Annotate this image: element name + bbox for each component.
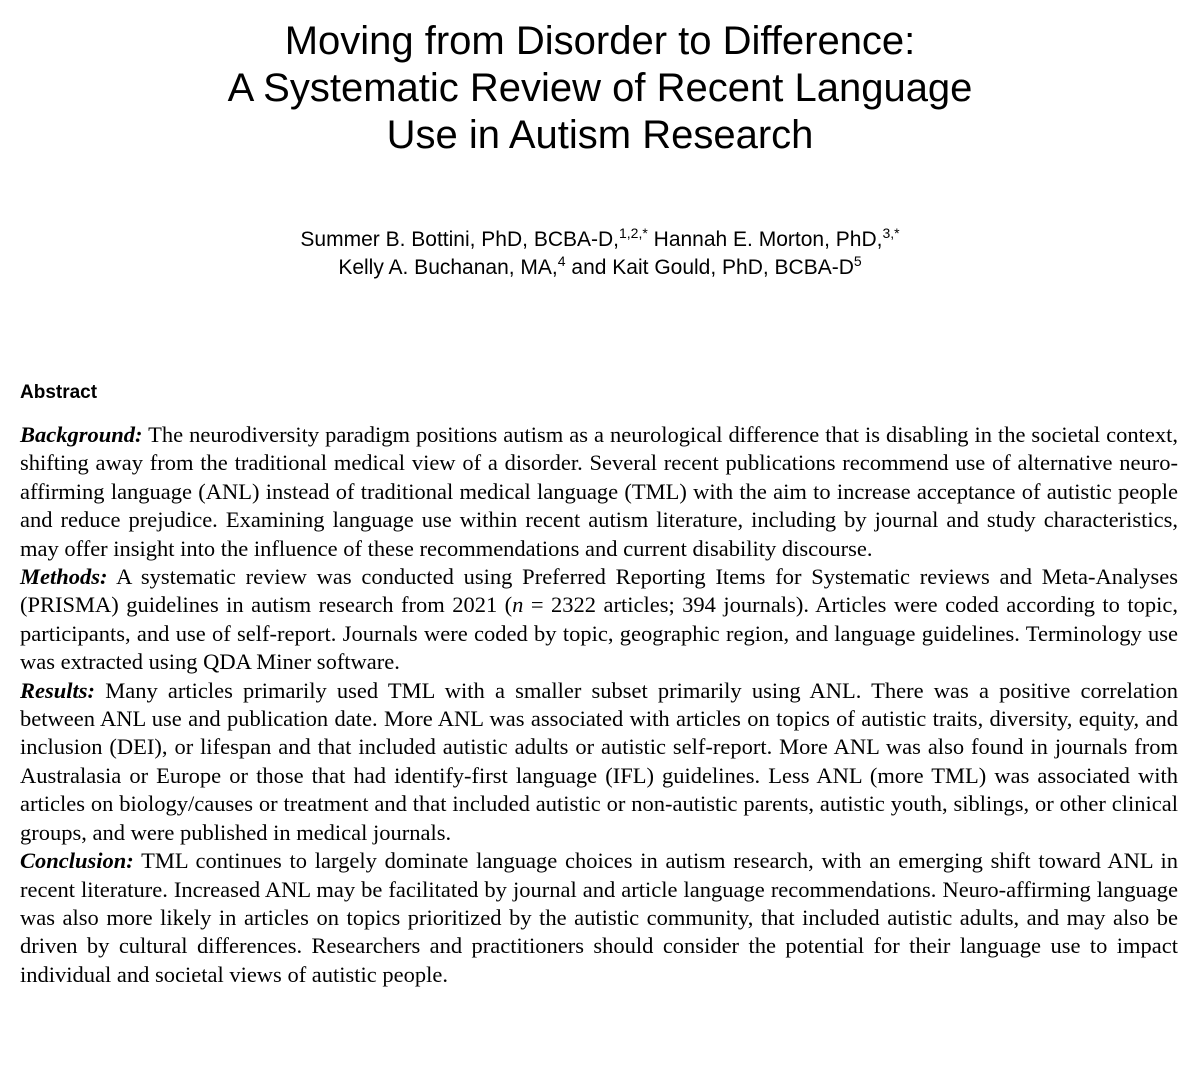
author-2-affiliation: 3,* xyxy=(882,225,900,241)
sample-size-symbol: n xyxy=(512,592,524,618)
author-4-affiliation: 5 xyxy=(853,253,862,269)
author-1-name: Summer B. Bottini, PhD, BCBA-D, xyxy=(300,228,619,251)
background-label: Background: xyxy=(20,422,143,447)
results-label: Results: xyxy=(20,677,96,703)
methods-text-b: = 2322 articles; 394 journals). Articles were coded according to topic, participants, and use of self-report. Journals were coded by topic, geographic region, and language guidelines. Terminology use was extracted using QDA Miner software. xyxy=(20,592,1178,675)
methods-text-a: A systematic review was conducted using Preferred Reporting Items for Systematic reviews and Meta-Analyses (PRISMA) guidelines in autism research from 2021 ( xyxy=(20,564,1178,618)
author-2-name: Hannah E. Morton, PhD, xyxy=(653,228,883,251)
author-line-2 xyxy=(0,254,1200,282)
results-text: Many articles primarily used TML with a smaller subset primarily using ANL. There was a positive correlation between ANL use and publication date. More ANL was associated with articles on topics of autistic traits, diversity, equity, and inclusion (DEI), or lifespan and that included autistic adults or autistic self-report. More ANL was also found in journals from Australasia or Europe or those that had identify-first language (IFL) guidelines. Less ANL (more TML) was associated with articles on biology/causes or treatment and that included autistic or non-autistic parents, autistic youth, siblings, or other clinical groups, and were published in medical journals. xyxy=(20,677,1179,845)
abstract-conclusion xyxy=(20,847,1178,989)
title-line-3: Use in Autism Research xyxy=(386,113,814,157)
author-3-name: Kelly A. Buchanan, MA, xyxy=(338,256,558,279)
author-line-1 xyxy=(0,226,1200,254)
article-title xyxy=(0,18,1200,159)
title-line-1: Moving from Disorder to Difference: xyxy=(284,19,916,63)
title-line-2: A Systematic Review of Recent Language xyxy=(227,66,973,110)
author-3-affiliation: 4 xyxy=(557,253,566,269)
abstract-background xyxy=(20,421,1178,563)
author-1-affiliation: 1,2,* xyxy=(619,225,648,241)
methods-label: Methods: xyxy=(20,564,108,590)
abstract-methods xyxy=(20,563,1178,677)
abstract-heading: Abstract xyxy=(20,382,98,403)
author-4-name: and Kait Gould, PhD, BCBA-D xyxy=(571,256,854,279)
conclusion-text: TML continues to largely dominate language choices in autism research, with an emerging shift toward ANL in recent literature. Increased ANL may be facilitated by journal and article language recommendations. Neuro-affirming language was also more likely in articles on topics prioritized by the autistic community, that included autistic adults, and may also be driven by cultural differences. Researchers and practitioners should consider the potential for their language use to impact individual and societal views of autistic people. xyxy=(20,848,1178,987)
abstract-body xyxy=(20,421,1178,989)
background-text: The neurodiversity paradigm positions autism as a neurological difference that is disabling in the societal context, shifting away from the traditional medical view of a disorder. Several recent publications recommend use of alternative neuro-affirming language (ANL) instead of traditional medical language (TML) with the aim to increase acceptance of autistic people and reduce prejudice. Examining language use within recent autism literature, including by journal and study characteristics, may offer insight into the influence of these recommendations and current disability discourse. xyxy=(20,422,1179,561)
conclusion-label: Conclusion: xyxy=(20,848,134,874)
abstract-results xyxy=(20,677,1178,847)
author-list xyxy=(0,226,1200,282)
